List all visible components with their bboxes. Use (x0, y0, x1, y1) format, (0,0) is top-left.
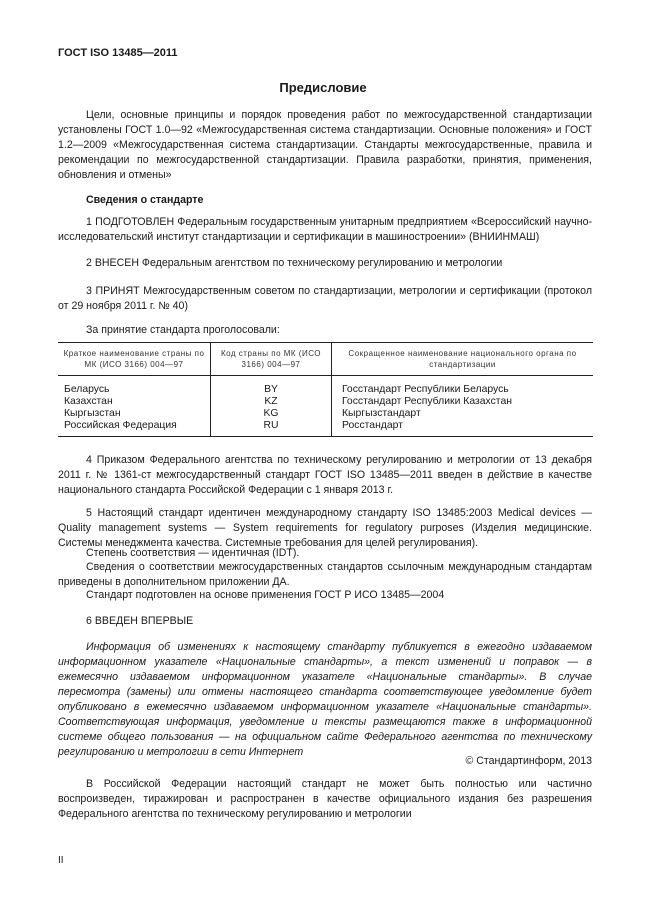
item-3-adopted: 3 ПРИНЯТ Межгосударственным советом по стандартизации, метрологии и сертификации (протокол от 29 ноября 2011 г. № 40) (58, 285, 592, 312)
preface-intro: Цели, основные принципы и порядок проведения работ по межгосударственной стандартизации установлены ГОСТ 1.0—92 «Межгосударственная система стандартизации. Основные положения» и ГОСТ 1.2—2009 «Межгосударственная система стандартизации. Стандарты межгосударственные, правила и рекомендации по межгосударственной стандартизации. Правила разработки, принятия, применения, обновления и отмены» (58, 109, 592, 181)
item-1-prepared: 1 ПОДГОТОВЛЕН Федеральным государственным унитарным предприятием «Всероссийский научно-исследовательский институт стандартизации и сертификации в машиностроении» (ВНИИНМАШ) (58, 216, 592, 243)
item-6-introduced: 6 ВВЕДЕН ВПЕРВЫЕ (86, 615, 194, 627)
item-2-submitted: 2 ВНЕСЕН Федеральным агентством по техническому регулированию и метрологии (86, 257, 503, 269)
code-cell: KZ (211, 396, 332, 408)
country-cell: Казахстан (64, 396, 113, 407)
org-cell: Госстандарт Республики Казахстан (332, 396, 594, 408)
table-row (58, 408, 593, 420)
table-row (58, 420, 593, 437)
header-country: Краткое наименование страны по МК (ИСО 3166) 004—97 (58, 343, 211, 376)
table-row (58, 376, 593, 397)
item-4-order: 4 Приказом Федерального агентства по техническому регулированию и метрологии от 13 декабря 2011 г. № 1361-ст межгосударственный стандарт ГОСТ ISO 13485—2011 введен в действие в качестве национального стандарта Российской Федерации с 1 января 2013 г. (58, 454, 592, 496)
org-cell: Госстандарт Республики Беларусь (332, 376, 594, 397)
votes-table (58, 342, 593, 437)
degree-of-conformity: Степень соответствия — идентичная (IDT). (86, 547, 300, 559)
copyright: © Стандартинформ, 2013 (465, 755, 592, 767)
page-title: Предисловие (279, 80, 367, 95)
org-cell: Росстандарт (332, 420, 594, 437)
about-heading: Сведения о стандарте (86, 194, 204, 206)
document-code: ГОСТ ISO 13485—2011 (58, 47, 178, 59)
rights-notice: В Российской Федерации настоящий стандарт не может быть полностью или частично воспроизведен, тиражирован и распространен в качестве официального издания без разрешения Федерального агентства по техническому регулированию и метрологии (58, 778, 592, 820)
code-cell: RU (211, 420, 332, 437)
page-number: II (58, 855, 64, 866)
prepared-basis: Стандарт подготовлен на основе применения ГОСТ Р ИСО 13485—2004 (86, 589, 445, 601)
country-cell: Беларусь (64, 384, 110, 395)
org-cell: Кыргызстандарт (332, 408, 594, 420)
country-cell: Кыргызстан (64, 408, 121, 419)
table-header-row (58, 343, 593, 376)
reference-standards: Сведения о соответствии межгосударственных стандартов ссылочным международным стандартам приведены в дополнительном приложении ДА. (58, 561, 592, 588)
code-cell: BY (211, 376, 332, 397)
country-cell: Российская Федерация (58, 420, 211, 437)
voted-label: За принятие стандарта проголосовали: (86, 324, 280, 336)
header-code: Код страны по МК (ИСО 3166) 004—97 (211, 343, 332, 376)
changes-notice: Информация об изменениях к настоящему стандарту публикуется в ежегодно издаваемом информационном указателе «Национальные стандарты», а текст изменений и поправок — в ежемесячно издаваемом информационном указателе «Национальные стандарты». В случае пересмотра (замены) или отмены настоящего стандарта соответствующее уведомление будет опубликовано в ежемесячно издаваемом информационном указателе «Национальные стандарты». Соответствующая информация, уведомление и тексты размещаются также в информационной системе общего пользования — на официальном сайте Федерального агентства по техническому регулированию и метрологии в сети Интернет (58, 641, 592, 758)
header-org: Сокращенное наименование национального органа по стандартизации (332, 343, 594, 376)
item-5-identical: 5 Настоящий стандарт идентичен международному стандарту ISO 13485:2003 Medical devices — Quality management systems — System requirements for regulatory purposes (Изделия медицинские. Системы менеджмента качества. Системные требования для целей регулирования). (58, 507, 592, 549)
code-cell: KG (211, 408, 332, 420)
table-row (58, 396, 593, 408)
